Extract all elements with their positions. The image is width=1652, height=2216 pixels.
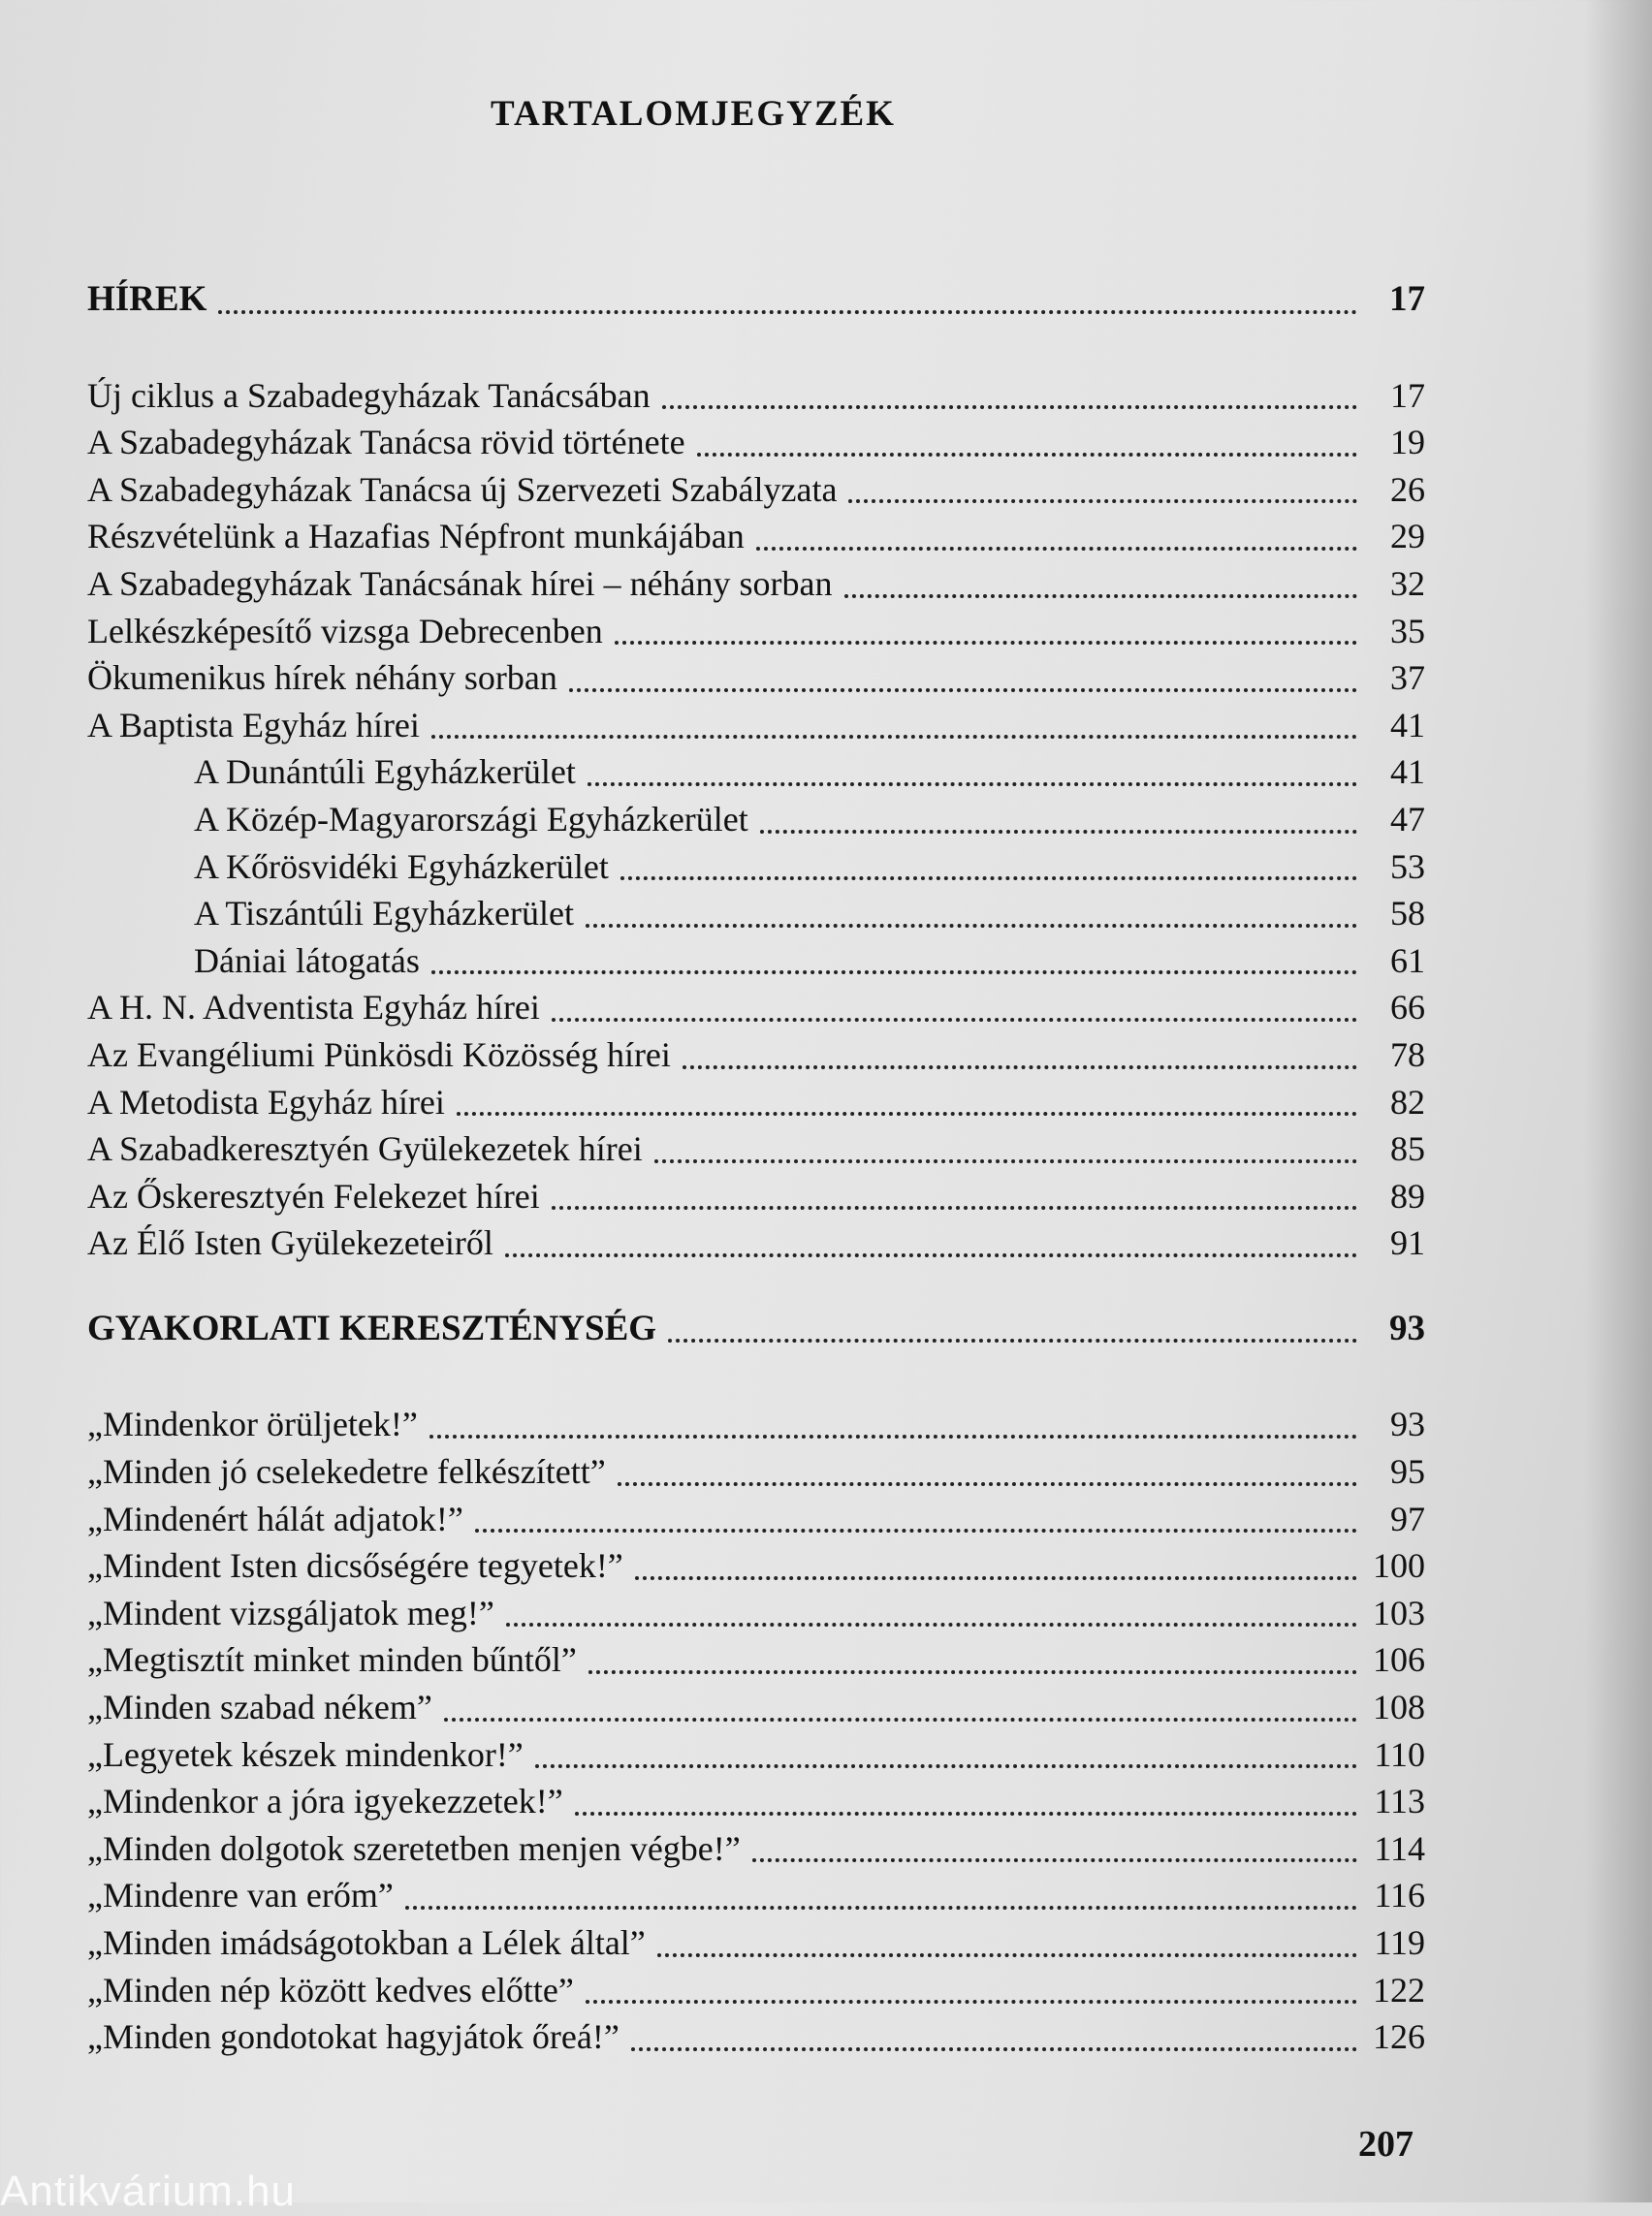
toc-entry	[87, 2013, 1425, 2061]
toc-entry-label: „Minden dolgotok szeretetben menjen végbe!”	[87, 1828, 741, 1868]
toc-entry	[87, 1125, 1425, 1173]
page-title: TARTALOMJEGYZÉK	[491, 94, 896, 134]
toc-entry-page: 26	[1390, 469, 1425, 509]
leader-dots	[431, 735, 1357, 739]
toc-entry-label: Új ciklus a Szabadegyházak Tanácsában	[87, 375, 651, 415]
leader-dots	[662, 405, 1357, 409]
toc-entry-label: „Mindenkor a jóra igyekezzetek!”	[87, 1782, 563, 1821]
toc-entry-page: 17	[1390, 375, 1425, 415]
toc-entry-label: „Mindenért hálát adjatok!”	[87, 1499, 463, 1538]
toc-entry	[87, 1590, 1425, 1637]
toc-entry-label: Az Őskeresztyén Felekezet hírei	[87, 1176, 540, 1216]
toc-entry-page: 82	[1390, 1082, 1425, 1122]
page-number: 207	[1358, 2124, 1414, 2165]
toc-entry-page: 93	[1390, 1405, 1425, 1444]
toc-entry-page: 58	[1390, 894, 1425, 934]
table-of-contents	[87, 276, 1425, 2061]
leader-dots	[620, 876, 1357, 880]
toc-entry	[87, 1496, 1425, 1543]
spacer	[87, 1267, 1425, 1306]
toc-entry-page: 35	[1390, 611, 1425, 650]
toc-subentry	[87, 890, 1425, 937]
leader-dots	[844, 594, 1357, 598]
leader-dots	[615, 641, 1357, 645]
toc-entry-page: 29	[1390, 517, 1425, 556]
toc-entry-page: 41	[1390, 705, 1425, 744]
toc-entry-label: A Dunántúli Egyházkerület	[194, 752, 576, 792]
toc-entry-label: „Mindent Isten dicsőségére tegyetek!”	[87, 1546, 623, 1586]
toc-subentry	[87, 748, 1425, 796]
toc-entry-page: 122	[1373, 1970, 1425, 2010]
leader-dots	[475, 1529, 1357, 1533]
spacer	[87, 1352, 1425, 1401]
leader-dots	[657, 1953, 1357, 1957]
toc-entry-page: 106	[1373, 1640, 1425, 1680]
toc-entry-label: „Minden gondotokat hagyjátok őreá!”	[87, 2017, 620, 2057]
toc-entry-label: „Legyetek készek mindenkor!”	[87, 1734, 524, 1774]
spacer	[87, 324, 1425, 372]
toc-entry-page: 32	[1390, 563, 1425, 603]
toc-subentry	[87, 843, 1425, 891]
leader-dots	[683, 1065, 1357, 1069]
toc-entry	[87, 1684, 1425, 1731]
leader-dots	[506, 1623, 1357, 1627]
toc-entry-label: „Minden imádságotokban a Lélek által”	[87, 1923, 646, 1962]
toc-entry	[87, 1872, 1425, 1919]
toc-entry	[87, 560, 1425, 608]
leader-dots	[586, 924, 1357, 928]
toc-entry-page: 108	[1373, 1688, 1425, 1727]
leader-dots	[631, 2047, 1357, 2051]
leader-dots	[218, 310, 1357, 314]
toc-entry	[87, 1031, 1425, 1079]
toc-entry	[87, 1778, 1425, 1825]
toc-entry-label: „Minden jó cselekedetre felkészített”	[87, 1452, 606, 1492]
leader-dots	[588, 1670, 1357, 1674]
toc-entry-page: 116	[1374, 1876, 1425, 1915]
section-heading-hirek	[87, 276, 1425, 324]
toc-entry	[87, 1731, 1425, 1779]
toc-entry	[87, 702, 1425, 749]
toc-entry	[87, 419, 1425, 466]
toc-entry-page: 78	[1390, 1034, 1425, 1074]
toc-entry-page: 95	[1390, 1452, 1425, 1492]
leader-dots	[756, 547, 1357, 551]
toc-entry-label: Az Élő Isten Gyülekezeteiről	[87, 1223, 493, 1263]
toc-entry-label: A Kőrösvidéki Egyházkerület	[194, 846, 609, 886]
toc-entry	[87, 608, 1425, 655]
leader-dots	[575, 1812, 1357, 1816]
section-heading-label: GYAKORLATI KERESZTÉNYSÉG	[87, 1308, 657, 1348]
toc-entry-page: 113	[1374, 1782, 1425, 1821]
toc-entry	[87, 1636, 1425, 1684]
toc-entry-label: Dániai látogatás	[194, 940, 420, 980]
toc-entry-label: „Mindenre van erőm”	[87, 1876, 394, 1915]
toc-entry	[87, 1448, 1425, 1496]
leader-dots	[431, 970, 1357, 974]
toc-entry	[87, 1967, 1425, 2014]
leader-dots	[405, 1906, 1357, 1910]
toc-entry	[87, 1401, 1425, 1448]
toc-subentry	[87, 796, 1425, 843]
leader-dots	[586, 2000, 1357, 2004]
leader-dots	[429, 1435, 1357, 1439]
toc-entry-label: A Szabadegyházak Tanácsa új Szervezeti Szabályzata	[87, 469, 838, 509]
section-heading-gyakorlati-keresztenyseg	[87, 1306, 1425, 1353]
toc-entry-label: A Szabadkeresztyén Gyülekezetek hírei	[87, 1129, 643, 1169]
toc-entry-page: 66	[1390, 988, 1425, 1028]
toc-entry-label: A Metodista Egyház hírei	[87, 1082, 445, 1122]
toc-entry-page: 110	[1374, 1734, 1425, 1774]
toc-entry	[87, 984, 1425, 1031]
toc-entry-page: 89	[1390, 1176, 1425, 1216]
toc-entry-label: „Minden nép között kedves előtte”	[87, 1970, 574, 2010]
toc-entry-page: 100	[1373, 1546, 1425, 1586]
toc-entry-label: A Szabadegyházak Tanácsának hírei – néhány sorban	[87, 563, 833, 603]
leader-dots	[654, 1159, 1357, 1163]
toc-entry-label: „Minden szabad nékem”	[87, 1688, 432, 1727]
toc-entry-label: Ökumenikus hírek néhány sorban	[87, 658, 557, 698]
toc-entry-page: 85	[1390, 1129, 1425, 1169]
toc-entry-label: A H. N. Adventista Egyház hírei	[87, 988, 540, 1028]
toc-entry-label: Lelkészképesítő vizsga Debrecenben	[87, 611, 603, 650]
toc-entry	[87, 1219, 1425, 1267]
toc-entry-label: A Baptista Egyház hírei	[87, 705, 420, 744]
toc-entry-label: „Mindent vizsgáljatok meg!”	[87, 1593, 494, 1632]
toc-entry-label: A Közép-Magyarországi Egyházkerület	[194, 799, 748, 839]
leader-dots	[760, 830, 1357, 834]
toc-entry-page: 119	[1374, 1923, 1425, 1962]
toc-entry-page: 126	[1373, 2017, 1425, 2057]
toc-entry	[87, 654, 1425, 702]
toc-entry-page: 61	[1390, 940, 1425, 980]
toc-entry-page: 114	[1374, 1828, 1425, 1868]
leader-dots	[697, 453, 1357, 457]
section-page-number: 17	[1389, 279, 1425, 319]
leader-dots	[444, 1718, 1357, 1722]
toc-entry-label: „Mindenkor örüljetek!”	[87, 1405, 418, 1444]
toc-entry-page: 103	[1373, 1593, 1425, 1632]
page-edge-shadow	[1584, 0, 1652, 2202]
leader-dots	[848, 499, 1357, 503]
leader-dots	[668, 1339, 1357, 1343]
section-heading-label: HÍREK	[87, 279, 207, 319]
toc-entry-label: „Megtisztít minket minden bűntől”	[87, 1640, 577, 1680]
leader-dots	[552, 1018, 1357, 1022]
toc-subentry	[87, 937, 1425, 985]
toc-entry	[87, 372, 1425, 420]
leader-dots	[505, 1253, 1357, 1257]
toc-entry-page: 53	[1390, 846, 1425, 886]
leader-dots	[752, 1858, 1357, 1862]
toc-entry-page: 41	[1390, 752, 1425, 792]
toc-entry	[87, 1173, 1425, 1220]
toc-entry-label: Az Evangéliumi Pünkösdi Közösség hírei	[87, 1034, 671, 1074]
leader-dots	[552, 1206, 1357, 1210]
leader-dots	[569, 688, 1357, 692]
toc-entry	[87, 466, 1425, 514]
toc-entry-page: 91	[1390, 1223, 1425, 1263]
toc-entry	[87, 1919, 1425, 1967]
section-page-number: 93	[1389, 1308, 1425, 1348]
toc-entry-page: 37	[1390, 658, 1425, 698]
leader-dots	[535, 1764, 1357, 1768]
watermark: Antikvárium.hu	[0, 2168, 297, 2215]
toc-entry-page: 97	[1390, 1499, 1425, 1538]
leader-dots	[618, 1482, 1357, 1486]
leader-dots	[457, 1112, 1357, 1116]
toc-entry	[87, 513, 1425, 560]
toc-entry	[87, 1825, 1425, 1873]
toc-entry-label: A Tiszántúli Egyházkerület	[194, 894, 574, 934]
toc-entry	[87, 1542, 1425, 1590]
toc-entry-label: Részvételünk a Hazafias Népfront munkájában	[87, 517, 745, 556]
toc-entry-page: 47	[1390, 799, 1425, 839]
leader-dots	[635, 1576, 1357, 1580]
leader-dots	[588, 782, 1357, 786]
toc-entry	[87, 1079, 1425, 1126]
toc-entry-label: A Szabadegyházak Tanácsa rövid története	[87, 423, 685, 462]
toc-entry-page: 19	[1390, 423, 1425, 462]
